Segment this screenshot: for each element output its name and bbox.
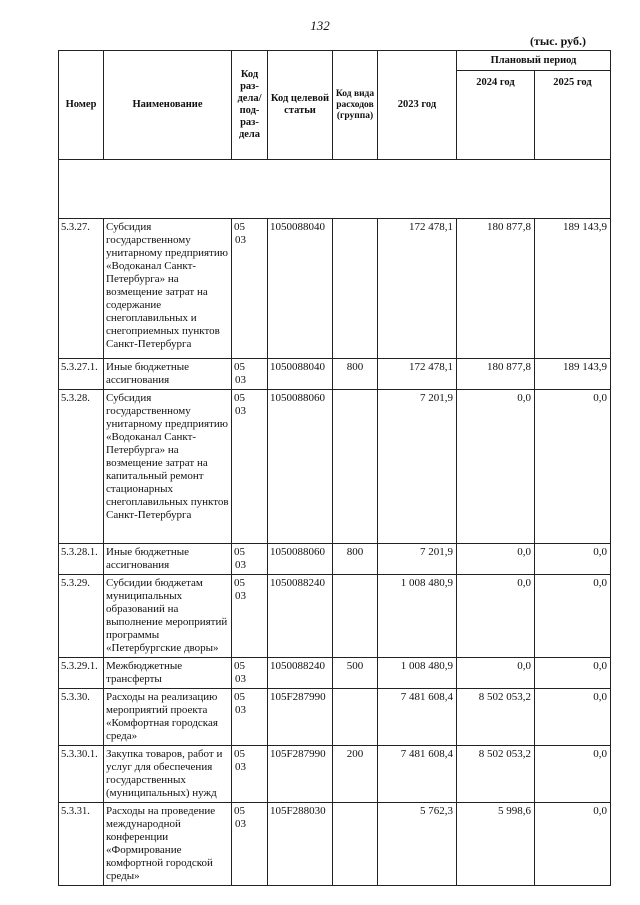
header-vr: Код вида расходов (группа) — [333, 51, 378, 160]
row-cs: 105F287990 — [268, 746, 333, 803]
header-plan: Плановый период — [457, 51, 611, 71]
row-vr: 200 — [333, 746, 378, 803]
page-number: 132 — [310, 18, 330, 33]
row-2023: 7 201,9 — [378, 390, 457, 544]
table-row — [59, 219, 611, 359]
table-row — [59, 689, 611, 746]
table-row — [59, 746, 611, 803]
row-razdel: 0503 — [232, 219, 268, 359]
row-cs: 105F288030 — [268, 803, 333, 886]
row-2025: 189 143,9 — [535, 219, 611, 359]
row-name: Субсидия государственному унитарному предприятию «Водоканал Санкт-Петербурга» на возмещение затрат на содержание снегоплавильных и снегоприемных пунктов Санкт-Петербурга — [104, 219, 232, 359]
row-razdel: 0503 — [232, 746, 268, 803]
row-number: 5.3.29. — [59, 575, 104, 658]
row-2023: 172 478,1 — [378, 219, 457, 359]
row-cs: 105F287990 — [268, 689, 333, 746]
row-razdel: 0503 — [232, 544, 268, 575]
row-name: Расходы на проведение международной конференции «Формирование комфортной городской среды» — [104, 803, 232, 886]
row-cs: 1050088240 — [268, 658, 333, 689]
table-row — [59, 544, 611, 575]
row-razdel: 0503 — [232, 359, 268, 390]
table-row — [59, 803, 611, 886]
row-2024: 0,0 — [457, 575, 535, 658]
row-cs: 1050088240 — [268, 575, 333, 658]
row-number: 5.3.27. — [59, 219, 104, 359]
row-name: Субсидии бюджетам муниципальных образований на выполнение мероприятий программы «Петербургские дворы» — [104, 575, 232, 658]
row-2025: 0,0 — [535, 575, 611, 658]
row-number: 5.3.30. — [59, 689, 104, 746]
table-row — [59, 658, 611, 689]
table-row — [59, 575, 611, 658]
budget-table — [58, 50, 611, 886]
row-name: Закупка товаров, работ и услуг для обеспечения государственных (муниципальных) нужд — [104, 746, 232, 803]
row-2023: 1 008 480,9 — [378, 658, 457, 689]
row-2025: 0,0 — [535, 746, 611, 803]
row-name: Расходы на реализацию мероприятий проекта «Комфортная городская среда» — [104, 689, 232, 746]
row-razdel: 0503 — [232, 575, 268, 658]
row-2024: 0,0 — [457, 658, 535, 689]
table-row — [59, 359, 611, 390]
header-2023: 2023 год — [378, 51, 457, 160]
row-vr: 500 — [333, 658, 378, 689]
row-number: 5.3.30.1. — [59, 746, 104, 803]
row-razdel: 0503 — [232, 689, 268, 746]
row-2024: 5 998,6 — [457, 803, 535, 886]
header-cs: Код целевой статьи — [268, 51, 333, 160]
row-2025: 0,0 — [535, 689, 611, 746]
row-2023: 1 008 480,9 — [378, 575, 457, 658]
row-2025: 0,0 — [535, 390, 611, 544]
row-vr — [333, 689, 378, 746]
row-vr — [333, 803, 378, 886]
units-label: (тыс. руб.) — [530, 34, 586, 48]
row-vr: 800 — [333, 359, 378, 390]
row-number: 5.3.28. — [59, 390, 104, 544]
row-2024: 0,0 — [457, 390, 535, 544]
row-2025: 0,0 — [535, 658, 611, 689]
header-nomer: Номер — [59, 51, 104, 160]
row-2025: 0,0 — [535, 544, 611, 575]
row-cs: 1050088060 — [268, 390, 333, 544]
header-2025: 2025 год — [535, 71, 611, 160]
row-vr — [333, 390, 378, 544]
row-razdel: 0503 — [232, 658, 268, 689]
spacer-row — [59, 160, 611, 219]
row-number: 5.3.31. — [59, 803, 104, 886]
row-2024: 180 877,8 — [457, 219, 535, 359]
row-name: Иные бюджетные ассигнования — [104, 359, 232, 390]
row-2025: 189 143,9 — [535, 359, 611, 390]
row-name: Субсидия государственному унитарному предприятию «Водоканал Санкт-Петербурга» на возмещение затрат на капитальный ремонт стационарных снегоплавильных пунктов Санкт-Петербурга — [104, 390, 232, 544]
row-vr — [333, 219, 378, 359]
row-number: 5.3.27.1. — [59, 359, 104, 390]
header-2024: 2024 год — [457, 71, 535, 160]
row-number: 5.3.28.1. — [59, 544, 104, 575]
row-cs: 1050088040 — [268, 219, 333, 359]
row-2023: 7 481 608,4 — [378, 746, 457, 803]
row-name: Межбюджетные трансферты — [104, 658, 232, 689]
row-2024: 8 502 053,2 — [457, 746, 535, 803]
row-name: Иные бюджетные ассигнования — [104, 544, 232, 575]
row-2024: 8 502 053,2 — [457, 689, 535, 746]
row-cs: 1050088040 — [268, 359, 333, 390]
row-2023: 7 201,9 — [378, 544, 457, 575]
row-2023: 5 762,3 — [378, 803, 457, 886]
row-2025: 0,0 — [535, 803, 611, 886]
header-razdel: Код раз- дела/ под- раз- дела — [232, 51, 268, 160]
row-razdel: 0503 — [232, 390, 268, 544]
row-vr: 800 — [333, 544, 378, 575]
row-number: 5.3.29.1. — [59, 658, 104, 689]
row-razdel: 0503 — [232, 803, 268, 886]
row-2023: 172 478,1 — [378, 359, 457, 390]
row-2024: 0,0 — [457, 544, 535, 575]
table-row — [59, 390, 611, 544]
header-naim: Наименование — [104, 51, 232, 160]
row-2024: 180 877,8 — [457, 359, 535, 390]
row-cs: 1050088060 — [268, 544, 333, 575]
row-vr — [333, 575, 378, 658]
row-2023: 7 481 608,4 — [378, 689, 457, 746]
